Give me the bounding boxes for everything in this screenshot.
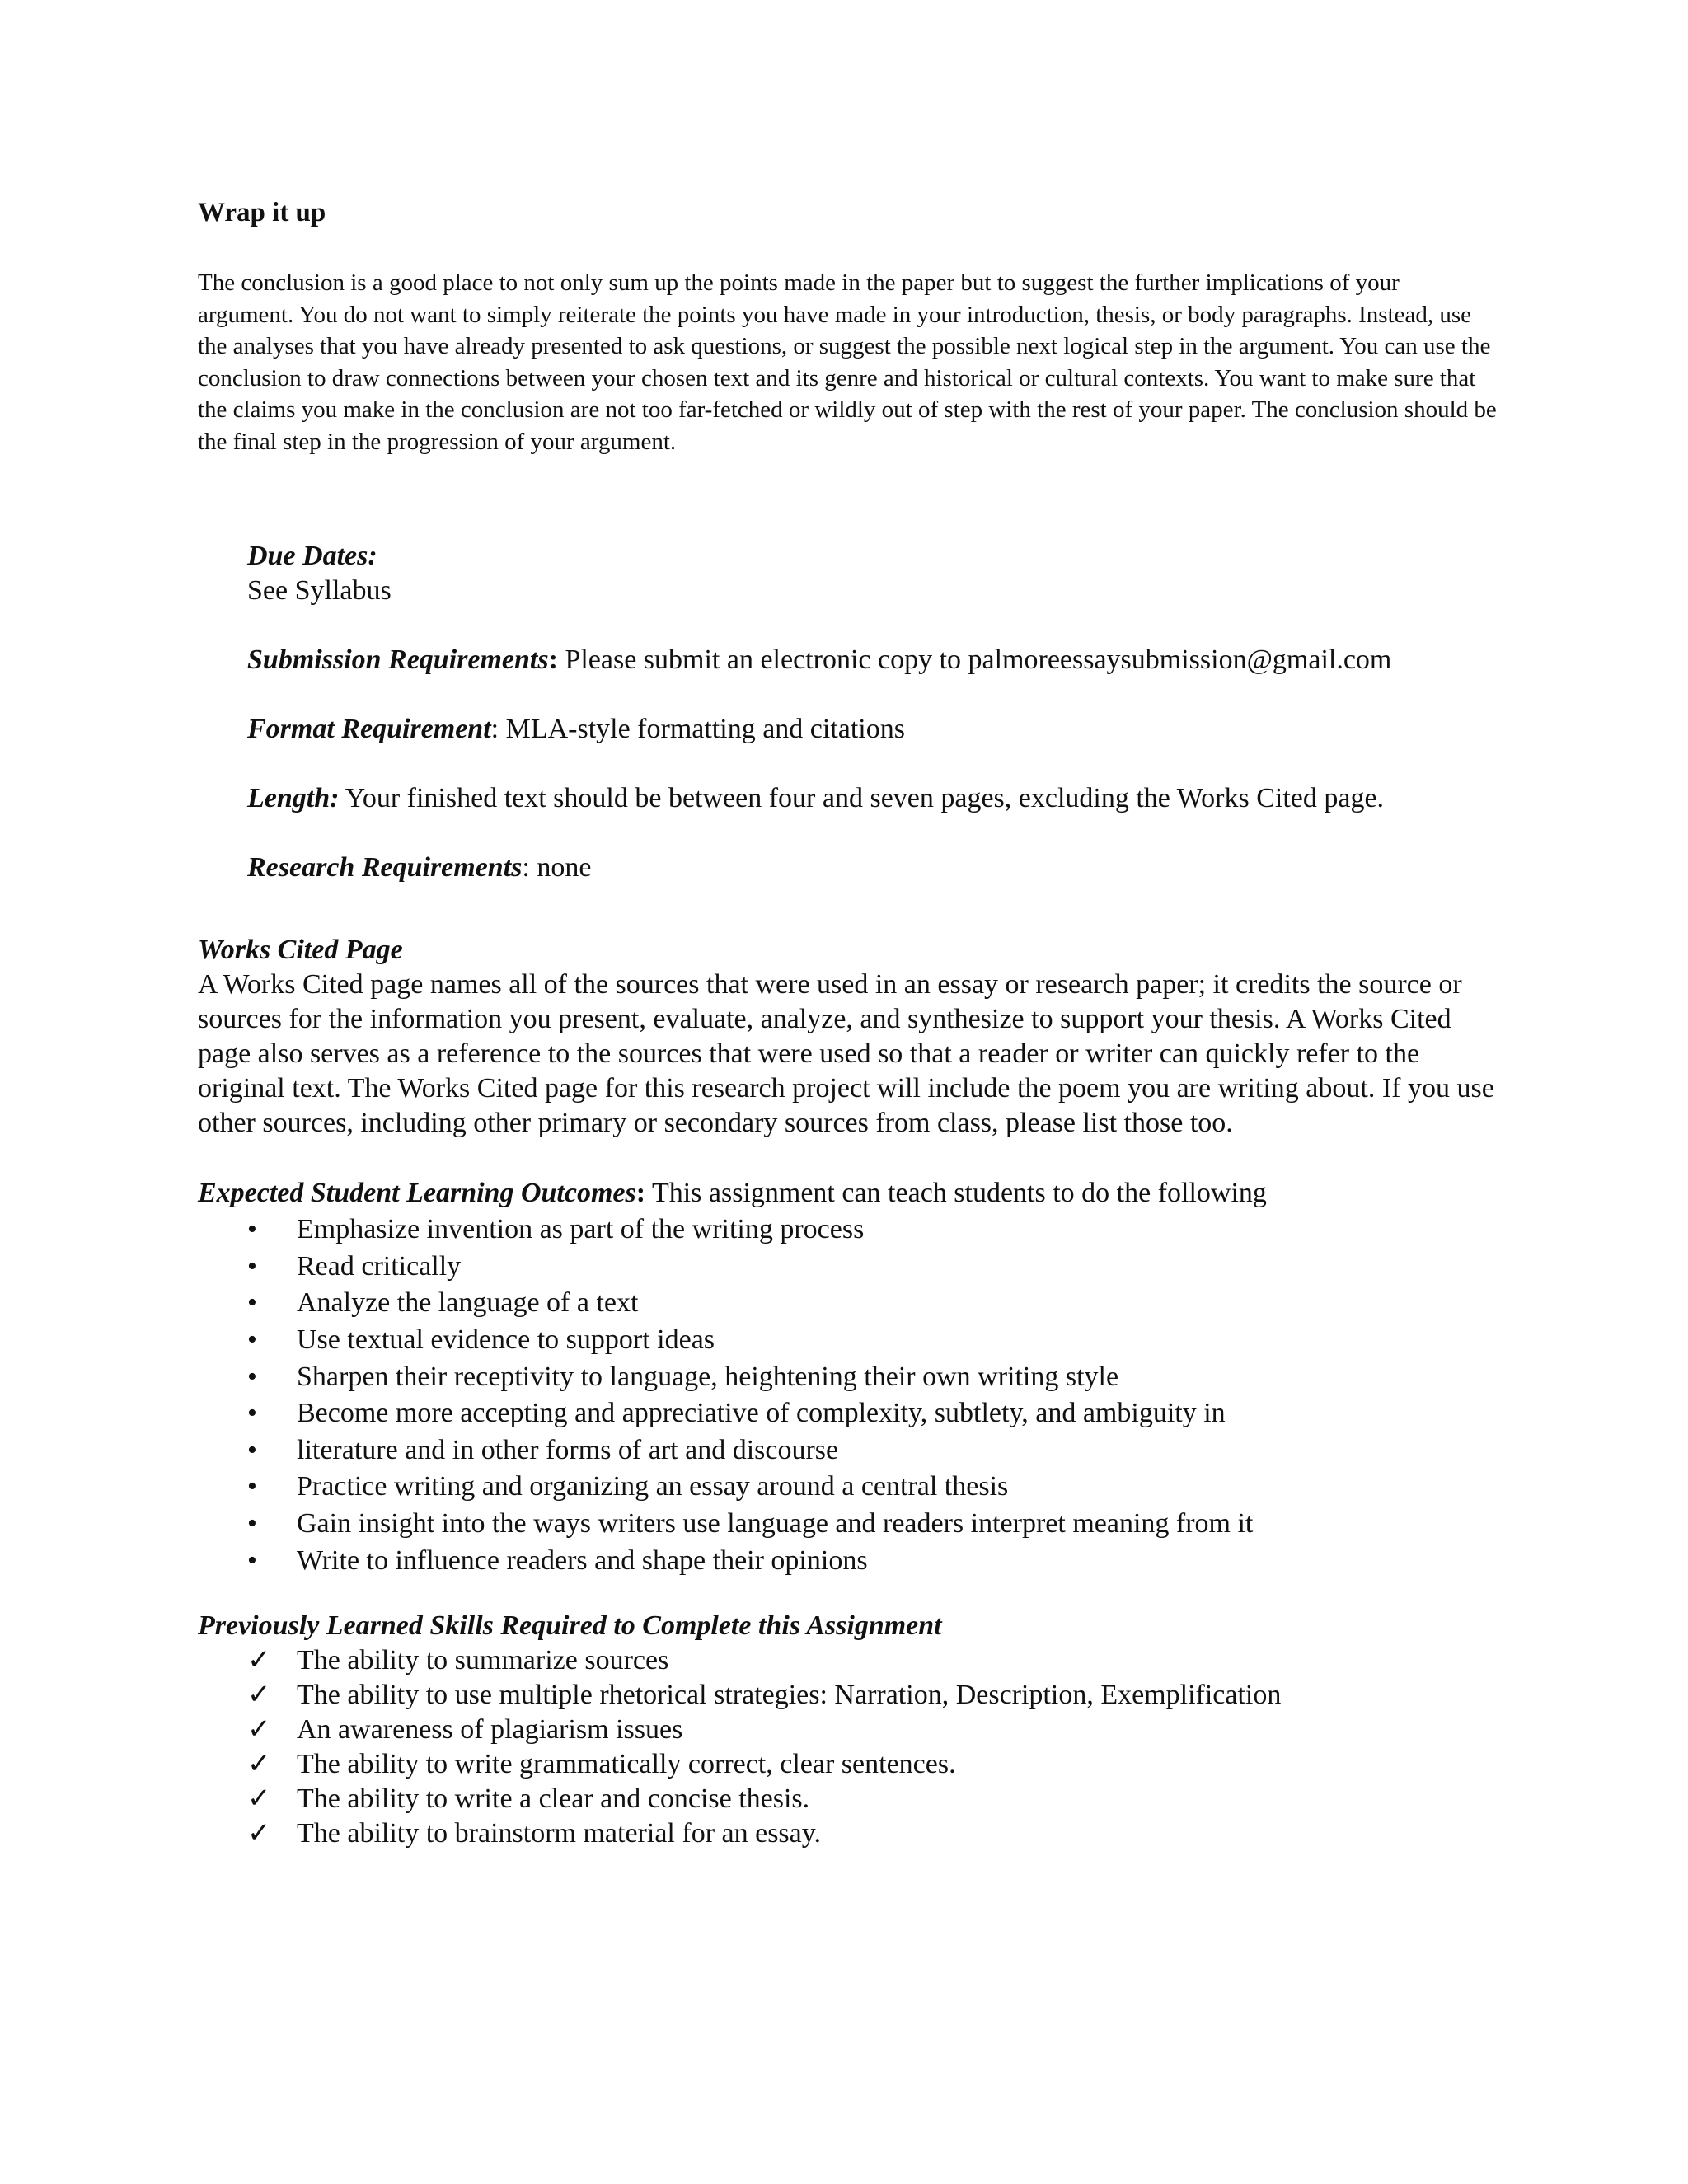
conclusion-paragraph: The conclusion is a good place to not only sum up the points made in the paper but to suggest the further implications of your argument. You do not want to simply reiterate the points you have made in your introduction, thesis, or body paragraphs. Instead, use the analyses that you have already presented to ask questions, or suggest the possible next logical step in the argument. You can use the conclusion to draw connections between your chosen text and its genre and historical or cultural contexts. You want to make sure that the claims you make in the conclusion are not too far-fetched or wildly out of step with the rest of your paper. The conclusion should be the final step in the progression of your argument. bbox=[198, 269, 1497, 455]
bullet-icon: • bbox=[247, 1398, 257, 1429]
skill-text: The ability to summarize sources bbox=[297, 1645, 669, 1676]
outcome-text: Gain insight into the ways writers use language and readers interpret meaning from it bbox=[297, 1507, 1254, 1539]
skill-text: The ability to use multiple rhetorical strategies: Narration, Description, Exemplification bbox=[297, 1680, 1282, 1711]
outcome-text: Use textual evidence to support ideas bbox=[297, 1324, 715, 1355]
outcome-text: Practice writing and organizing an essay around a central thesis bbox=[297, 1471, 1009, 1502]
bullet-icon: • bbox=[247, 1471, 257, 1502]
list-item bbox=[198, 1212, 1500, 1249]
outcome-text: Analyze the language of a text bbox=[297, 1287, 639, 1319]
checkmark-icon: ✓ bbox=[247, 1749, 271, 1780]
bullet-icon: • bbox=[247, 1324, 257, 1355]
outcome-text: Read critically bbox=[297, 1250, 462, 1282]
submission-colon: : bbox=[548, 644, 558, 675]
skills-section bbox=[198, 1609, 1500, 1851]
works-cited-section bbox=[198, 933, 1500, 1141]
bullet-icon: • bbox=[247, 1250, 257, 1282]
outcomes-heading: Expected Student Learning Outcomes bbox=[198, 1177, 636, 1208]
checkmark-icon: ✓ bbox=[247, 1680, 271, 1711]
outcome-text: Emphasize invention as part of the writing process bbox=[297, 1214, 865, 1245]
checkmark-icon: ✓ bbox=[247, 1714, 271, 1746]
research-label: Research Requirements bbox=[247, 851, 523, 883]
list-item bbox=[198, 1359, 1500, 1396]
outcome-text: Write to influence readers and shape their opinions bbox=[297, 1544, 868, 1576]
checkmark-icon: ✓ bbox=[247, 1818, 271, 1849]
wrap-heading: Wrap it up bbox=[198, 198, 326, 227]
list-item bbox=[198, 1285, 1500, 1322]
list-item bbox=[198, 1816, 1500, 1851]
list-item bbox=[198, 1322, 1500, 1359]
list-item bbox=[198, 1469, 1500, 1506]
list-item bbox=[198, 1432, 1500, 1469]
format-label: Format Requirement bbox=[247, 713, 491, 744]
bullet-icon: • bbox=[247, 1361, 257, 1392]
submission-requirements bbox=[247, 643, 1500, 677]
outcome-text: literature and in other forms of art and discourse bbox=[297, 1434, 839, 1465]
outcomes-section bbox=[198, 1175, 1500, 1580]
requirements-block bbox=[247, 539, 1500, 885]
skill-text: The ability to write a clear and concise thesis. bbox=[297, 1783, 810, 1815]
bullet-icon: • bbox=[247, 1507, 257, 1539]
format-value: : MLA-style formatting and citations bbox=[490, 713, 905, 744]
due-dates-label: Due Dates: bbox=[247, 540, 377, 571]
submission-label: Submission Requirements bbox=[247, 644, 549, 675]
due-dates bbox=[247, 539, 1500, 608]
length-requirement bbox=[247, 781, 1500, 816]
skills-list bbox=[198, 1643, 1500, 1851]
bullet-icon: • bbox=[247, 1214, 257, 1245]
list-item bbox=[198, 1713, 1500, 1747]
bullet-icon: • bbox=[247, 1434, 257, 1465]
list-item bbox=[198, 1643, 1500, 1678]
skill-text: The ability to brainstorm material for an essay. bbox=[297, 1818, 822, 1849]
document-page bbox=[198, 196, 1500, 1851]
skills-heading: Previously Learned Skills Required to Complete this Assignment bbox=[198, 1610, 942, 1642]
outcomes-list bbox=[198, 1212, 1500, 1579]
length-label: Length: bbox=[247, 782, 340, 813]
list-item bbox=[198, 1543, 1500, 1580]
works-cited-heading: Works Cited Page bbox=[198, 934, 403, 965]
research-requirements bbox=[247, 851, 1500, 885]
list-item bbox=[198, 1249, 1500, 1286]
bullet-icon: • bbox=[247, 1287, 257, 1319]
outcomes-intro-line bbox=[198, 1175, 1500, 1212]
list-item bbox=[198, 1506, 1500, 1543]
due-dates-value: See Syllabus bbox=[247, 574, 392, 606]
works-cited-body: A Works Cited page names all of the sources that were used in an essay or research paper; it credits the source or sources for the information you present, evaluate, analyze, and synthesize to support your thesis. A Works Cited page also serves as a reference to the sources that were used so that a reader or writer can quickly refer to the original text. The Works Cited page for this research project will include the poem you are writing about. If you use other sources, including other primary or secondary sources from class, please list those too. bbox=[198, 968, 1494, 1138]
skill-text: The ability to write grammatically correct, clear sentences. bbox=[297, 1749, 956, 1780]
length-value: Your finished text should be between four and seven pages, excluding the Works Cited page. bbox=[339, 782, 1385, 813]
skill-text: An awareness of plagiarism issues bbox=[297, 1714, 683, 1746]
bullet-icon: • bbox=[247, 1544, 257, 1576]
checkmark-icon: ✓ bbox=[247, 1783, 271, 1815]
list-item bbox=[198, 1747, 1500, 1782]
outcomes-colon: : bbox=[635, 1177, 646, 1208]
list-item bbox=[198, 1395, 1500, 1432]
outcomes-intro: This assignment can teach students to do the following bbox=[645, 1177, 1267, 1208]
outcome-text: Sharpen their receptivity to language, heightening their own writing style bbox=[297, 1361, 1119, 1392]
format-requirement bbox=[247, 712, 1500, 747]
research-value: : none bbox=[522, 851, 592, 883]
list-item bbox=[198, 1782, 1500, 1816]
outcome-text: Become more accepting and appreciative of complexity, subtlety, and ambiguity in bbox=[297, 1398, 1226, 1429]
submission-value: Please submit an electronic copy to palmoreessaysubmission@gmail.com bbox=[557, 644, 1392, 675]
checkmark-icon: ✓ bbox=[247, 1645, 271, 1676]
list-item bbox=[198, 1678, 1500, 1713]
